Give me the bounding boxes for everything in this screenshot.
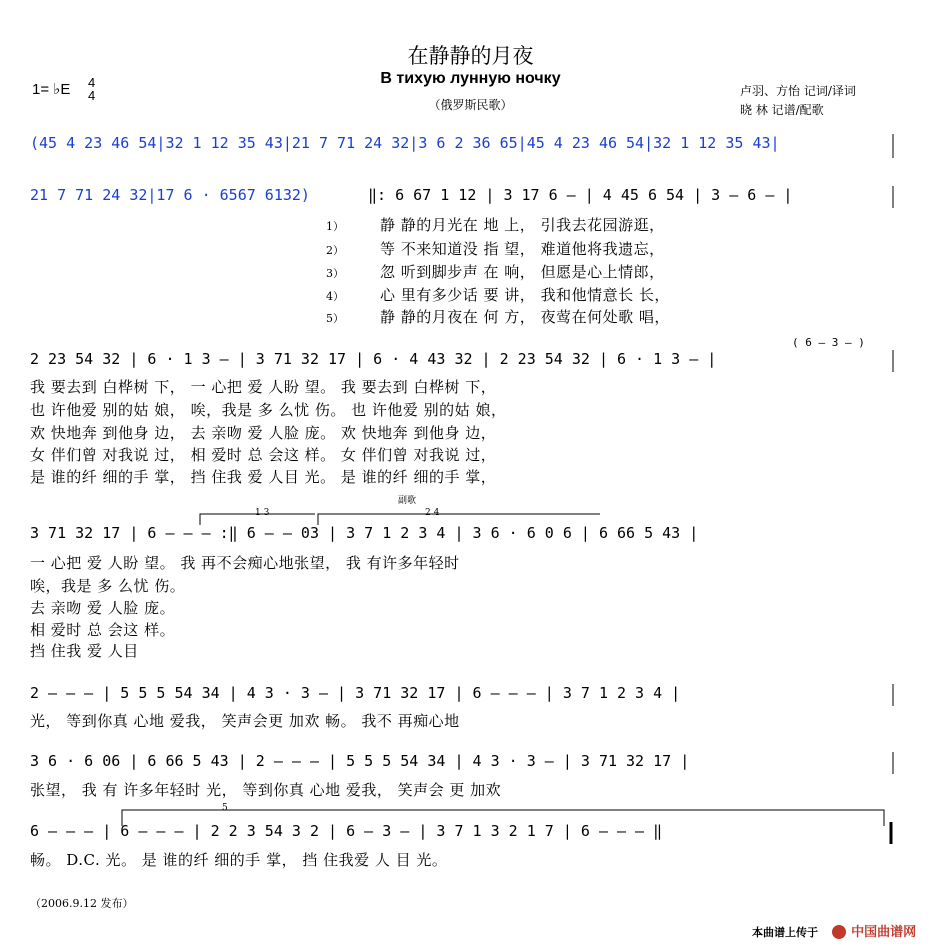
lyric-line: 唉，我是 多 么忧 伤。 [30,577,186,595]
intro-line-2: 21 7 71 24 32|17 6 · 6567 6132) [30,186,310,204]
verse-number-4: 4） [326,290,344,303]
volta-bracket-5 [122,810,884,826]
time-bottom: 4 [88,88,96,103]
lyric-line: 是 谁的纤 细的手 掌， 挡 住我 爱 人目 光。 是 谁的纤 细的手 掌， [30,468,497,486]
key-signature: 1= ♭E [32,81,71,98]
volta-5-label: 5 [222,803,228,813]
verse-number-2: 2） [326,244,344,257]
lyric-line: 去 亲吻 爱 人脸 庞。 [30,599,176,617]
publish-date: （2006.9.12 发布） [30,897,134,910]
site-name: 中国曲谱网 [851,924,917,939]
melody-line-6: 6 – – – | 6 – – – | 2 2 3 54 3 2 | 6 – 3 – | 3 7 1 3 2 1 7 | 6 – – – ‖ [30,822,663,840]
verse-number-1: 1） [326,220,344,233]
lyric-line: 张望， 我 有 许多年轻时 光， 等到你真 心地 爱我， 笑声会 更 加欢 [30,781,502,799]
lyric-verse-1: 静 静的月光在 地 上， 引我去花园游逛， [380,216,665,234]
song-subtitle: В тихую лунную ночку [380,70,561,87]
melody-line-1: ‖: 6 67 1 12 | 3 17 6 – | 4 45 6 54 | 3 – 6 – | [368,186,793,204]
verse-number-5: 5） [326,312,344,325]
lyric-line: 挡 住我 爱 人目 [30,642,139,660]
lyric-verse-4: 心 里有多少话 要 讲， 我和他情意长 长， [380,286,670,304]
lyric-verse-2: 等 不来知道没 指 望， 难道他将我遗忘， [380,240,665,258]
melody-line-4: 2 – – – | 5 5 5 54 34 | 4 3 · 3 – | 3 71 32 17 | 6 – – – | 3 7 1 2 3 4 | [30,684,681,702]
lyric-line: 畅。 D.C. 光。 是 谁的纤 细的手 掌， 挡 住我爱 人 目 光。 [30,851,448,869]
volta-bracket-1-3 [200,514,315,525]
song-genre: （俄罗斯民歌） [428,98,513,112]
volta-1-3-label: 1 3 [255,508,270,518]
lyric-line: 我 要去到 白桦树 下， 一 心把 爱 人盼 望。 我 要去到 白桦树 下， [30,378,497,396]
melody-line-2: 2 23 54 32 | 6 · 1 3 – | 3 71 32 17 | 6 · 4 43 32 | 2 23 54 32 | 6 · 1 3 – | [30,350,717,368]
alternate-ending: ( 6 – 3 – ) [792,336,865,349]
arranger-credit: 晓 林 记谱/配歌 [740,103,824,117]
melody-line-3: 3 71 32 17 | 6 – – – :‖ 6 – – 03 | 3 7 1 2 3 4 | 3 6 · 6 0 6 | 6 66 5 43 | [30,524,699,542]
time-top: 4 [88,75,96,90]
lyric-line: 女 伴们曾 对我说 过， 相 爱时 总 会这 样。 女 伴们曾 对我说 过， [30,446,497,464]
song-title: 在静静的月夜 [407,44,534,68]
volta-bracket-2-4 [318,514,600,525]
volta-2-4-label: 2 4 [425,508,440,518]
lyric-line: 光， 等到你真 心地 爱我， 笑声会更 加欢 畅。 我不 再痴心地 [30,712,460,730]
verse-number-3: 3） [326,267,344,280]
lyric-verse-5: 静 静的月夜在 何 方， 夜莺在何处歌 唱， [380,308,670,326]
melody-line-5: 3 6 · 6 06 | 6 66 5 43 | 2 – – – | 5 5 5 54 34 | 4 3 · 3 – | 3 71 32 17 | [30,752,690,770]
intro-line-1: (45 4 23 46 54|32 1 12 35 43|21 7 71 24 32|3 6 2 36 65|45 4 23 46 54|32 1 12 35 43| [30,134,780,152]
lyricist-credit: 卢羽、方怡 记词/译词 [740,84,856,98]
chorus-label: 副歌 [398,496,417,506]
upload-note: 本曲谱上传于 [752,927,818,939]
lyric-line: 一 心把 爱 人盼 望。 我 再不会痴心地张望， 我 有许多年轻时 [30,554,460,572]
lyric-line: 相 爱时 总 会这 样。 [30,621,176,639]
lyric-line: 也 许他爱 别的姑 娘， 唉，我是 多 么忧 伤。 也 许他爱 别的姑 娘， [30,401,507,419]
lyric-verse-3: 忽 听到脚步声 在 响， 但愿是心上情郎， [380,263,665,281]
lyric-line: 欢 快地奔 到他身 边， 去 亲吻 爱 人脸 庞。 欢 快地奔 到他身 边， [30,424,497,442]
